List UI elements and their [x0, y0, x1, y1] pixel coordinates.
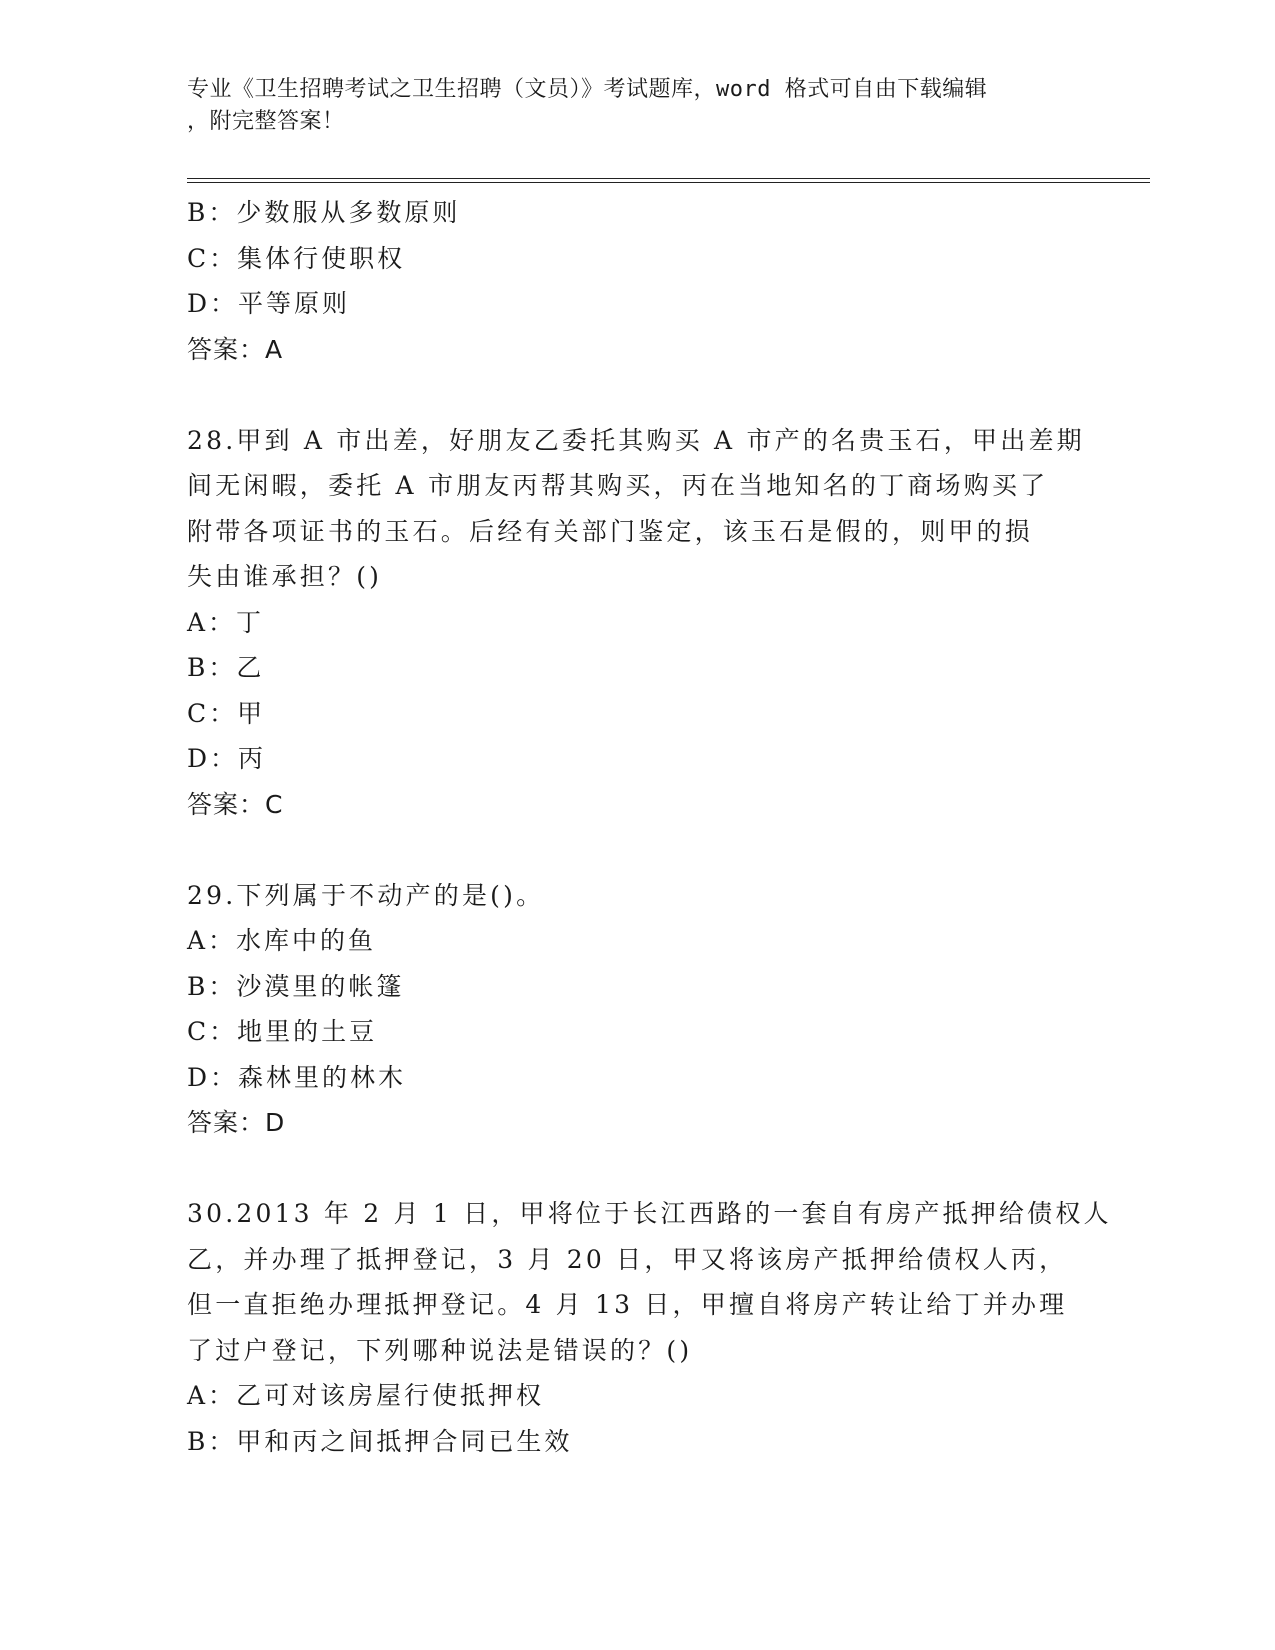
option-c: C：甲: [187, 698, 266, 728]
question-30: [187, 1191, 1112, 1464]
question-text-line: 30.2013 年 2 月 1 日，甲将位于长江西路的一套自有房产抵押给债权人: [187, 1199, 1112, 1228]
option-a: A：丁: [187, 607, 265, 637]
question-27-tail: [187, 190, 1087, 372]
answer-line: 答案：C: [187, 789, 284, 819]
option-c: C：地里的土豆: [187, 1017, 378, 1046]
option-b: B：少数服从多数原则: [187, 198, 461, 227]
answer-line: 答案：A: [187, 334, 284, 364]
header-divider: [187, 178, 1150, 184]
question-list: [187, 190, 1112, 1464]
answer-line: 答案：D: [187, 1108, 286, 1137]
option-a: A：水库中的鱼: [187, 926, 377, 955]
option-b: B：沙漠里的帐篷: [187, 971, 405, 1001]
option-d: D：森林里的林木: [187, 1062, 407, 1092]
option-b: B：甲和丙之间抵押合同已生效: [187, 1426, 573, 1456]
question-29: [187, 873, 1087, 1146]
question-text-line: 失由谁承担？(): [187, 562, 383, 591]
header-line-2: ，附完整答案！: [187, 109, 345, 134]
question-text: [187, 418, 1087, 600]
option-c: C：集体行使职权: [187, 243, 406, 273]
question-text-line: 了过户登记，下列哪种说法是错误的？(): [187, 1335, 693, 1365]
question-text: [187, 1191, 1112, 1373]
option-d: D：丙: [187, 744, 267, 773]
option-d: D：平等原则: [187, 289, 351, 318]
question-28: [187, 418, 1087, 828]
question-text-line: 乙，并办理了抵押登记，3 月 20 日，甲又将该房产抵押给债权人丙，: [187, 1244, 1068, 1274]
option-b: B：乙: [187, 653, 265, 682]
page-header: [187, 74, 1067, 138]
question-text-line: 附带各项证书的玉石。后经有关部门鉴定，该玉石是假的，则甲的损: [187, 516, 1034, 546]
question-text-line: 29.下列属于不动产的是()。: [187, 880, 545, 910]
question-text-line: 但一直拒绝办理抵押登记。4 月 13 日，甲擅自将房产转让给丁并办理: [187, 1290, 1068, 1319]
question-text-line: 28.甲到 A 市出差，好朋友乙委托其购买 A 市产的名贵玉石，甲出差期: [187, 425, 1085, 455]
question-text-line: 间无闲暇，委托 A 市朋友丙帮其购买，丙在当地知名的丁商场购买了: [187, 471, 1049, 500]
header-line-1: 专业《卫生招聘考试之卫生招聘（文员）》考试题库，word 格式可自由下载编辑: [187, 77, 988, 102]
question-text: [187, 873, 1087, 919]
option-a: A：乙可对该房屋行使抵押权: [187, 1381, 545, 1410]
